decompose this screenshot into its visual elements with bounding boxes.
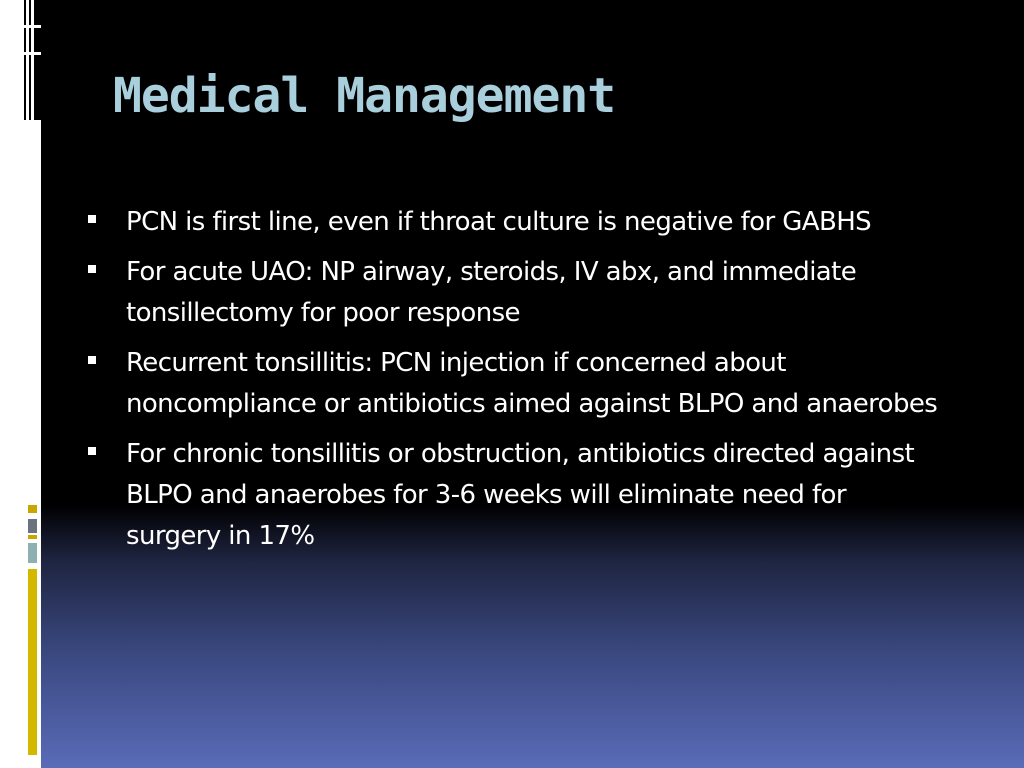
square-bullet-icon [88,265,96,273]
bullet-list [88,202,938,566]
square-bullet-icon [88,215,96,223]
bullet-item [88,343,938,425]
slide-title: Medical Management [113,68,616,124]
bottom-stripe-decoration [28,505,40,755]
square-bullet-icon [88,356,96,364]
bullet-item [88,252,938,334]
bullet-text: PCN is first line, even if throat culture is negative for GABHS [126,207,872,237]
bullet-item [88,434,938,557]
bullet-text: For acute UAO: NP airway, steroids, IV abx, and immediate tonsillectomy for poor response [126,257,857,328]
top-stripe-decoration [24,0,41,120]
square-bullet-icon [88,447,96,455]
bullet-text: For chronic tonsillitis or obstruction, antibiotics directed against BLPO and anaerobes for 3-6 weeks will eliminate need for surgery in 17% [126,439,915,551]
bullet-item [88,202,938,243]
bullet-text: Recurrent tonsillitis: PCN injection if concerned about noncompliance or antibiotics aimed against BLPO and anaerobes [126,348,938,419]
